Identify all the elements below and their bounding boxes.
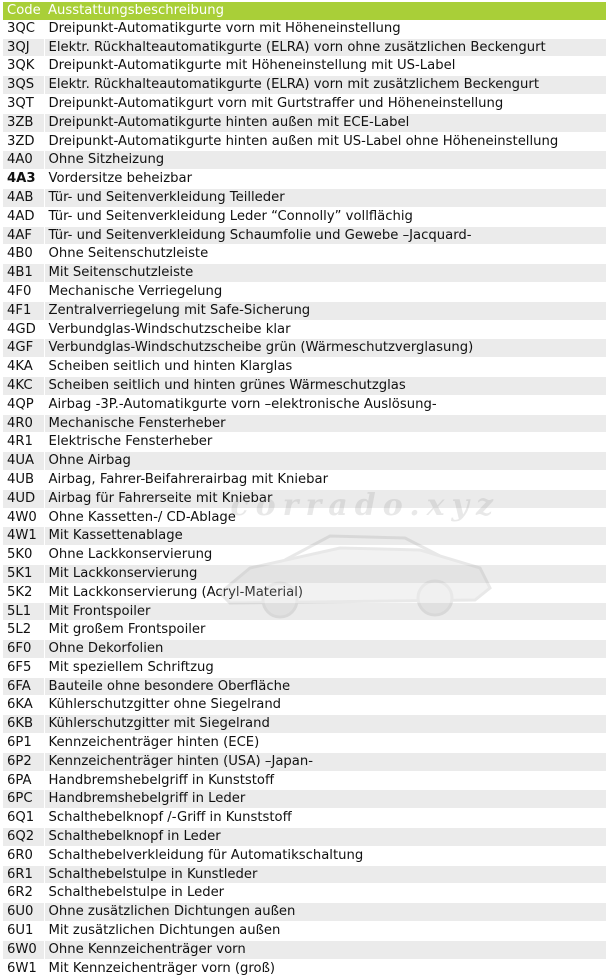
table-row: [3, 151, 606, 170]
table-row: [3, 207, 606, 226]
table-row: [3, 245, 606, 264]
code-cell: 4UA: [3, 452, 44, 471]
description-cell: Bauteile ohne besondere Oberfläche: [44, 677, 606, 696]
code-cell: 6PC: [3, 790, 44, 809]
code-cell: 4F0: [3, 282, 44, 301]
description-cell: Schalthebelstulpe in Kunstleder: [44, 865, 606, 884]
code-cell: 6U0: [3, 903, 44, 922]
description-cell: Verbundglas-Windschutzscheibe grün (Wärmeschutzverglasung): [44, 339, 606, 358]
code-cell: 6P2: [3, 752, 44, 771]
code-cell: 4AB: [3, 188, 44, 207]
code-cell: 4KC: [3, 376, 44, 395]
table-row: [3, 546, 606, 565]
description-cell: Mit zusätzlichen Dichtungen außen: [44, 922, 606, 941]
table-row: [3, 940, 606, 959]
description-cell: Schalthebelstulpe in Leder: [44, 884, 606, 903]
description-cell: Scheiben seitlich und hinten grünes Wärmeschutzglas: [44, 376, 606, 395]
table-row: [3, 339, 606, 358]
table-row: [3, 433, 606, 452]
code-cell: 5L2: [3, 621, 44, 640]
code-cell: 6KA: [3, 696, 44, 715]
code-cell: 3QS: [3, 76, 44, 95]
description-cell: Schalthebelknopf in Leder: [44, 828, 606, 847]
description-cell: Mit speziellem Schriftzug: [44, 658, 606, 677]
watermark-text: corrado.xyz: [230, 488, 500, 523]
table-row: [3, 715, 606, 734]
code-cell: 5L1: [3, 602, 44, 621]
header-description: Ausstattungsbeschreibung: [44, 2, 606, 20]
table-row: [3, 903, 606, 922]
code-cell: 5K0: [3, 546, 44, 565]
table-header-row: [3, 2, 606, 20]
code-cell: 4AF: [3, 226, 44, 245]
table-row: [3, 264, 606, 283]
description-cell: Ohne Kassetten-/ CD-Ablage: [44, 508, 606, 527]
table-row: [3, 226, 606, 245]
code-cell: 6FA: [3, 677, 44, 696]
table-row: [3, 414, 606, 433]
code-cell: 6F0: [3, 640, 44, 659]
code-cell: 5K2: [3, 583, 44, 602]
code-cell: 3QC: [3, 20, 44, 38]
description-cell: Dreipunkt-Automatikgurte hinten außen mit ECE-Label: [44, 113, 606, 132]
table-row: [3, 527, 606, 546]
code-cell: 4B1: [3, 264, 44, 283]
code-cell: 4R1: [3, 433, 44, 452]
description-cell: Ohne Sitzheizung: [44, 151, 606, 170]
description-cell: Ohne Airbag: [44, 452, 606, 471]
description-cell: Mit Frontspoiler: [44, 602, 606, 621]
code-cell: 4W1: [3, 527, 44, 546]
code-cell: 4KA: [3, 358, 44, 377]
table-row: [3, 395, 606, 414]
description-cell: Ohne Dekorfolien: [44, 640, 606, 659]
code-cell: 4GF: [3, 339, 44, 358]
table-row: [3, 57, 606, 76]
code-cell: 6R1: [3, 865, 44, 884]
description-cell: Ohne Seitenschutzleiste: [44, 245, 606, 264]
code-cell: 4UB: [3, 470, 44, 489]
description-cell: Dreipunkt-Automatikgurte hinten außen mit US-Label ohne Höheneinstellung: [44, 132, 606, 151]
description-cell: Ohne Kennzeichenträger vorn: [44, 940, 606, 959]
description-cell: Mit großem Frontspoiler: [44, 621, 606, 640]
table-row: [3, 20, 606, 38]
table-row: [3, 132, 606, 151]
description-cell: Vordersitze beheizbar: [44, 170, 606, 189]
code-cell: 4UD: [3, 489, 44, 508]
code-cell: 4B0: [3, 245, 44, 264]
code-cell: 6W1: [3, 959, 44, 978]
description-cell: Mechanische Fensterheber: [44, 414, 606, 433]
table-row: [3, 113, 606, 132]
table-row: [3, 170, 606, 189]
code-cell: 6KB: [3, 715, 44, 734]
description-cell: Mit Kennzeichenträger vorn (groß): [44, 959, 606, 978]
description-cell: Mit Lackkonservierung: [44, 564, 606, 583]
description-cell: Airbag -3P.-Automatikgurte vorn –elektronische Auslösung-: [44, 395, 606, 414]
code-cell: 4GD: [3, 320, 44, 339]
equipment-code-table: [3, 2, 606, 978]
table-row: [3, 564, 606, 583]
code-cell: 6Q2: [3, 828, 44, 847]
description-cell: Mit Lackkonservierung (Acryl-Material): [44, 583, 606, 602]
code-cell: 6PA: [3, 771, 44, 790]
table-row: [3, 452, 606, 471]
table-row: [3, 771, 606, 790]
code-cell: 4QP: [3, 395, 44, 414]
table-row: [3, 809, 606, 828]
code-cell: 4A0: [3, 151, 44, 170]
code-cell: 6Q1: [3, 809, 44, 828]
description-cell: Kühlerschutzgitter ohne Siegelrand: [44, 696, 606, 715]
description-cell: Airbag für Fahrerseite mit Kniebar: [44, 489, 606, 508]
code-cell: 4W0: [3, 508, 44, 527]
table-row: [3, 790, 606, 809]
table-row: [3, 621, 606, 640]
code-cell: 3ZD: [3, 132, 44, 151]
table-row: [3, 358, 606, 377]
description-cell: Mit Kassettenablage: [44, 527, 606, 546]
code-cell: 6P1: [3, 734, 44, 753]
code-cell: 4F1: [3, 301, 44, 320]
table-body: [3, 20, 606, 978]
table-row: [3, 640, 606, 659]
table-row: [3, 696, 606, 715]
description-cell: Mit Seitenschutzleiste: [44, 264, 606, 283]
table-row: [3, 583, 606, 602]
table-row: [3, 489, 606, 508]
description-cell: Elektr. Rückhalteautomatikgurte (ELRA) vorn mit zusätzlichem Beckengurt: [44, 76, 606, 95]
description-cell: Kennzeichenträger hinten (ECE): [44, 734, 606, 753]
description-cell: Tür- und Seitenverkleidung Teilleder: [44, 188, 606, 207]
description-cell: Verbundglas-Windschutzscheibe klar: [44, 320, 606, 339]
table-row: [3, 94, 606, 113]
table-row: [3, 828, 606, 847]
table-row: [3, 959, 606, 978]
code-cell: 6R2: [3, 884, 44, 903]
code-cell: 6F5: [3, 658, 44, 677]
table-row: [3, 282, 606, 301]
description-cell: Scheiben seitlich und hinten Klarglas: [44, 358, 606, 377]
description-cell: Dreipunkt-Automatikgurt vorn mit Gurtstraffer und Höheneinstellung: [44, 94, 606, 113]
table-row: [3, 76, 606, 95]
description-cell: Elektr. Rückhalteautomatikgurte (ELRA) vorn ohne zusätzlichen Beckengurt: [44, 38, 606, 57]
table-row: [3, 602, 606, 621]
description-cell: Schalthebelknopf /-Griff in Kunststoff: [44, 809, 606, 828]
code-cell: 3QJ: [3, 38, 44, 57]
table-row: [3, 865, 606, 884]
code-cell: 4AD: [3, 207, 44, 226]
code-cell: 4R0: [3, 414, 44, 433]
code-cell: 3QT: [3, 94, 44, 113]
table-row: [3, 884, 606, 903]
table-row: [3, 677, 606, 696]
table-row: [3, 734, 606, 753]
code-cell: 6U1: [3, 922, 44, 941]
table-row: [3, 376, 606, 395]
table-row: [3, 846, 606, 865]
table-row: [3, 922, 606, 941]
description-cell: Ohne zusätzlichen Dichtungen außen: [44, 903, 606, 922]
code-cell: 4A3: [3, 170, 44, 189]
table-row: [3, 508, 606, 527]
table-row: [3, 470, 606, 489]
description-cell: Handbremshebelgriff in Leder: [44, 790, 606, 809]
table-row: [3, 752, 606, 771]
code-cell: 3ZB: [3, 113, 44, 132]
description-cell: Mechanische Verriegelung: [44, 282, 606, 301]
description-cell: Handbremshebelgriff in Kunststoff: [44, 771, 606, 790]
description-cell: Elektrische Fensterheber: [44, 433, 606, 452]
description-cell: Dreipunkt-Automatikgurte mit Höheneinstellung mit US-Label: [44, 57, 606, 76]
header-code: Code: [3, 2, 44, 20]
table-row: [3, 658, 606, 677]
description-cell: Tür- und Seitenverkleidung Schaumfolie und Gewebe –Jacquard-: [44, 226, 606, 245]
description-cell: Tür- und Seitenverkleidung Leder “Connolly” vollflächig: [44, 207, 606, 226]
code-cell: 6W0: [3, 940, 44, 959]
description-cell: Airbag, Fahrer-Beifahrerairbag mit Kniebar: [44, 470, 606, 489]
code-cell: 6R0: [3, 846, 44, 865]
description-cell: Kennzeichenträger hinten (USA) –Japan-: [44, 752, 606, 771]
description-cell: Zentralverriegelung mit Safe-Sicherung: [44, 301, 606, 320]
description-cell: Schalthebelverkleidung für Automatikschaltung: [44, 846, 606, 865]
code-cell: 5K1: [3, 564, 44, 583]
table-row: [3, 188, 606, 207]
table-row: [3, 38, 606, 57]
table-row: [3, 301, 606, 320]
description-cell: Ohne Lackkonservierung: [44, 546, 606, 565]
description-cell: Kühlerschutzgitter mit Siegelrand: [44, 715, 606, 734]
description-cell: Dreipunkt-Automatikgurte vorn mit Höheneinstellung: [44, 20, 606, 38]
code-cell: 3QK: [3, 57, 44, 76]
table-row: [3, 320, 606, 339]
